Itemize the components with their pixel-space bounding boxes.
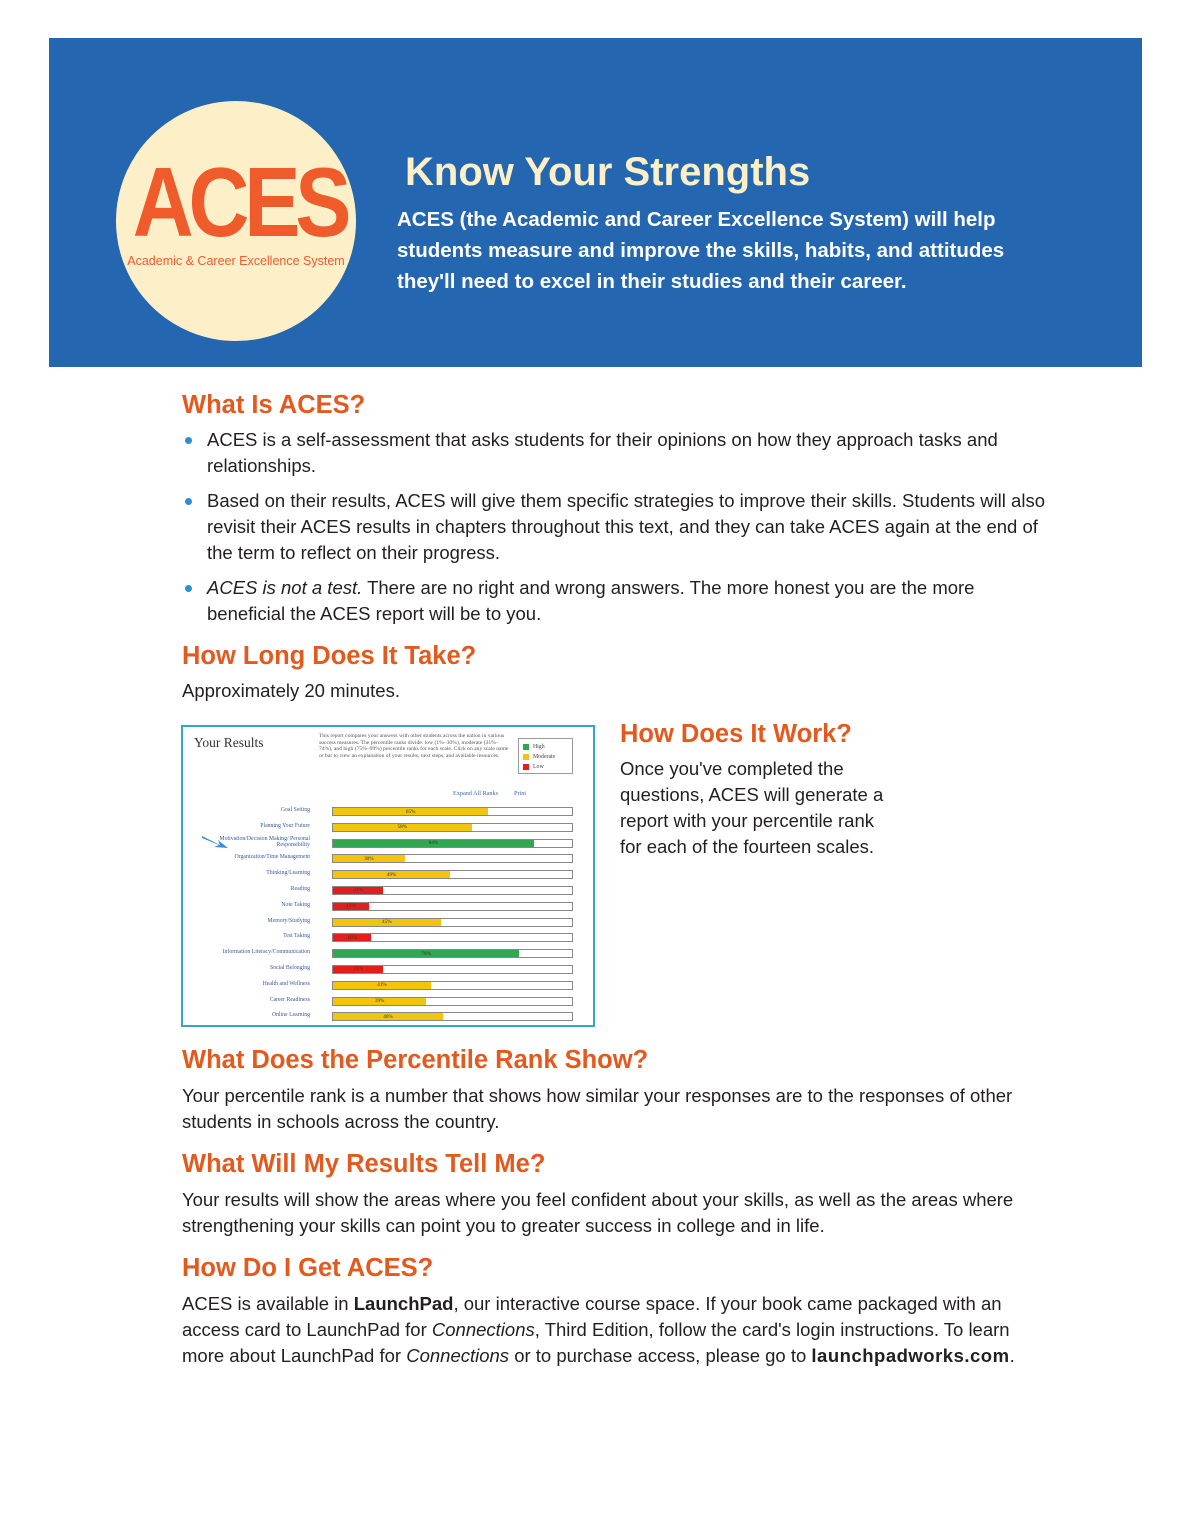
chart-category-label[interactable]: Thinking/Learning	[266, 870, 310, 877]
chart-bar-track	[332, 997, 573, 1006]
chart-bar[interactable]: 30%	[333, 855, 405, 862]
chart-bar-row[interactable]	[183, 804, 593, 820]
chart-category-label[interactable]: Memory/Studying	[267, 917, 310, 924]
chart-bar-track	[332, 1012, 573, 1021]
chart-category-label[interactable]: Career Readiness	[269, 996, 310, 1003]
expand-all-ranks-link[interactable]: Expand All Ranks	[453, 790, 499, 797]
heading-results: What Will My Results Tell Me?	[182, 1150, 546, 1178]
results-panel-actions	[453, 790, 542, 797]
legend-high: High	[523, 742, 568, 752]
launchpad-url-link[interactable]: launchpadworks.com	[811, 1345, 1010, 1366]
chart-bar-row[interactable]	[183, 820, 593, 836]
chart-bar[interactable]: 21%	[333, 966, 383, 973]
chart-category-label[interactable]: Organization/Time Management	[234, 854, 310, 861]
chart-bar-track	[332, 839, 573, 848]
percentile-text: Your percentile rank is a number that shows how similar your responses are to the responses of other students in schools across the country.	[182, 1085, 1013, 1132]
heading-how-long: How Long Does It Take?	[182, 642, 477, 670]
chart-bar[interactable]: 16%	[333, 934, 371, 941]
chart-bar-track	[332, 918, 573, 927]
heading-percentile-rank: What Does the Percentile Rank Show?	[182, 1046, 649, 1074]
chart-bar-track	[332, 933, 573, 942]
chart-category-label[interactable]: Online Learning	[271, 1012, 310, 1019]
chart-bar-row[interactable]	[183, 867, 593, 883]
bullet-icon	[185, 437, 192, 444]
what-is-aces-list	[182, 427, 1052, 636]
chart-bar[interactable]: 39%	[333, 998, 426, 1005]
chart-bar-track	[332, 902, 573, 911]
logo-subtitle: Academic & Career Excellence System	[127, 254, 345, 268]
heading-what-is-aces: What Is ACES?	[182, 391, 366, 419]
aces-logo	[116, 101, 356, 341]
chart-category-label[interactable]: Note Taking	[281, 901, 310, 908]
chart-bar-track	[332, 807, 573, 816]
heading-how-does-it-work: How Does It Work?	[620, 720, 852, 748]
chart-bar-track	[332, 949, 573, 958]
chart-bar-row[interactable]	[183, 851, 593, 867]
chart-category-label[interactable]: Goal Setting	[280, 807, 310, 813]
results-panel-title: Your Results	[194, 735, 264, 750]
legend-low: Low	[523, 762, 568, 772]
list-item: Based on their results, ACES will give them specific strategies to improve their skills. Students will also revisit their ACES results in chapters throughout this text, and they can take ACES again at the end of the term to reflect on their progress.	[182, 488, 1052, 566]
how-long-text: Approximately 20 minutes.	[182, 680, 400, 701]
logo-wordmark: ACES	[132, 147, 347, 257]
list-item: ACES is not a test. There are no right and wrong answers. The more honest you are the more beneficial the ACES report will be to you.	[182, 575, 1052, 627]
chart-bar-track	[332, 870, 573, 879]
chart-bar-row[interactable]	[183, 899, 593, 915]
chart-bar-row[interactable]	[183, 994, 593, 1010]
list-item: ACES is a self-assessment that asks students for their opinions on how they approach tasks and relationships.	[182, 427, 1052, 479]
chart-category-label[interactable]: Reading	[290, 885, 310, 892]
results-text: Your results will show the areas where you feel confident about your skills, as well as the areas where strengthening your skills can point you to greater success in college and in life.	[182, 1189, 1014, 1236]
bullet-icon	[185, 498, 192, 505]
launchpad-name: LaunchPad	[353, 1293, 454, 1314]
legend-moderate: Moderate	[523, 752, 568, 762]
chart-bar[interactable]: 78%	[333, 950, 519, 957]
hero-description: ACES (the Academic and Career Excellence System) will help students measure and improve the skills, habits, and attitudes they'll need to excel in their studies and their career.	[397, 208, 1005, 293]
chart-category-label[interactable]: Motivation/Decision Making/ Personal Responsibility	[219, 835, 310, 848]
chart-bar[interactable]: 65%	[333, 808, 488, 815]
chart-category-label[interactable]: Test Taking	[283, 933, 310, 940]
results-preview-panel	[181, 725, 595, 1027]
chart-category-label[interactable]: Health and Wellness	[262, 980, 310, 987]
chart-bar-track	[332, 981, 573, 990]
chart-bar-track	[332, 823, 573, 832]
chart-bar-row[interactable]	[183, 836, 593, 852]
chart-bar-row[interactable]	[183, 883, 593, 899]
results-bar-chart	[183, 804, 593, 1025]
chart-bar-track	[332, 965, 573, 974]
results-legend	[518, 738, 573, 774]
chart-bar-track	[332, 854, 573, 863]
print-link[interactable]: Print	[514, 790, 527, 797]
how-does-it-work-text: Once you've completed the questions, ACES will generate a report with your percentile rank for each of the fourteen scales.	[620, 758, 884, 857]
chart-bar-row[interactable]	[183, 946, 593, 962]
chart-bar[interactable]: 84%	[333, 840, 534, 847]
heading-get-aces: How Do I Get ACES?	[182, 1254, 434, 1282]
chart-bar[interactable]: 15%	[333, 903, 369, 910]
chart-bar-row[interactable]	[183, 930, 593, 946]
chart-category-label[interactable]: Social Belonging	[269, 964, 310, 971]
get-aces-text: ACES is available in LaunchPad, our interactive course space. If your book came packaged with an access card to LaunchPad for Connections, Third Edition, follow the card's login instructions. To learn more about LaunchPad for Connections or to purchase access, please go to launchpadworks.com.	[182, 1293, 1015, 1366]
chart-bar[interactable]: 45%	[333, 919, 441, 926]
chart-bar-row[interactable]	[183, 962, 593, 978]
chart-category-label[interactable]: Planning Your Future	[260, 822, 310, 829]
chart-bar-row[interactable]	[183, 1009, 593, 1025]
chart-bar-row[interactable]	[183, 978, 593, 994]
chart-bar[interactable]: 41%	[333, 982, 431, 989]
page-title: Know Your Strengths	[405, 150, 811, 194]
chart-bar[interactable]: 46%	[333, 1013, 443, 1020]
results-panel-intro: This report compares your answers with other students across the nation in various success measures. The percentile ranks divide: low (1%–30%), moderate (31%–74%), and high (75%–99%) percentile ranks for each scale. Click on any scale name or bar to view an explanation of your results, next steps, and available resources.	[319, 733, 509, 759]
chart-bar[interactable]: 58%	[333, 824, 472, 831]
chart-bar[interactable]: 21%	[333, 887, 383, 894]
bullet-icon	[185, 585, 192, 592]
chart-category-label[interactable]: Information Literacy/Communication	[222, 949, 310, 956]
chart-bar-track	[332, 886, 573, 895]
chart-bar[interactable]: 49%	[333, 871, 450, 878]
chart-bar-row[interactable]	[183, 915, 593, 931]
